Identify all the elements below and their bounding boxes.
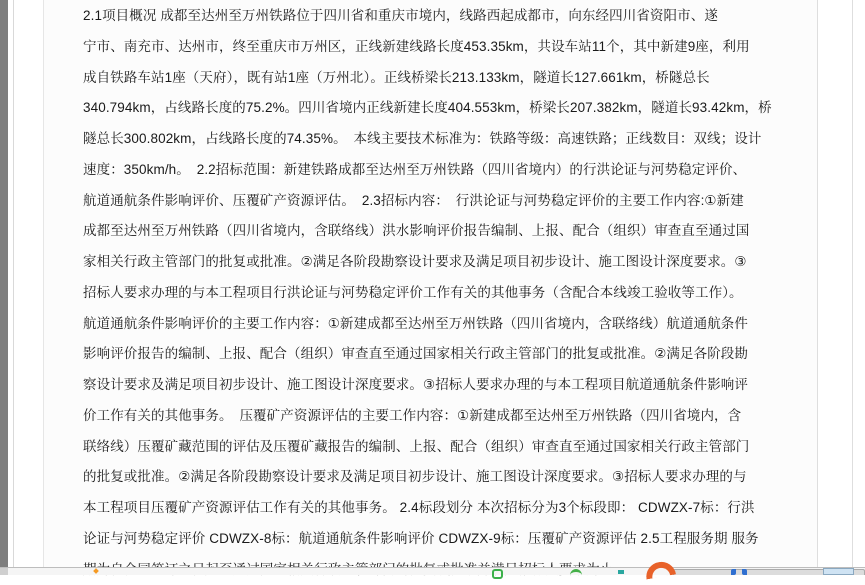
active-taskbar-button[interactable] — [823, 568, 854, 575]
text-line: 隧总长300.802km，占线路长度的74.35%。 本线主要技术标准为：铁路等级：高速铁路；正线数目：双线；设计 — [83, 124, 815, 155]
text-line: 联络线）压覆矿藏范围的评估及压覆矿藏报告的编制、上报、配合（组织）审查直至通过国家相关行政主管部门 — [83, 432, 815, 463]
document-paragraph — [83, 1, 815, 585]
text-line: 察设计要求及满足项目初步设计、施工图设计深度要求。③招标人要求办理的与本工程项目航道通航条件影响评 — [83, 370, 815, 401]
document-page[interactable] — [43, 0, 817, 567]
text-line: 论证与河势稳定评价 CDWZX-8标：航道通航条件影响评价 CDWZX-9标：压覆矿产资源评估 2.5工程服务期 服务 — [83, 524, 815, 555]
text-line: 2.1项目概况 成都至达州至万州铁路位于四川省和重庆市境内，线路西起成都市，向东经四川省资阳市、遂 — [83, 1, 815, 32]
text-line: 航道通航条件影响评价、压覆矿产资源评估。 2.3招标内容： 行洪论证与河势稳定评价的主要工作内容:①新建 — [83, 186, 815, 217]
blue-glyph-icon[interactable] — [731, 569, 736, 575]
right-side-panel — [818, 0, 852, 567]
text-line: 招标人要求办理的与本工程项目行洪论证与河势稳定评价工作有关的其他事务（含配合本线竣工验收等工作）。 — [83, 278, 815, 309]
text-line: 价工作有关的其他事务。 压覆矿产资源评估的主要工作内容：①新建成都至达州至万州铁路（四川省境内，含 — [83, 401, 815, 432]
text-line: 宁市、南充市、达州市，终至重庆市万州区，正线新建线路长度453.35km，共设车站11个，其中新建9座，利用 — [83, 32, 815, 63]
taskbar-left-cap — [0, 568, 8, 575]
text-line: 家相关行政主管部门的批复或批准。②满足各阶段勘察设计要求及满足项目初步设计、施工图设计深度要求。③ — [83, 247, 815, 278]
text-line: 340.794km，占线路长度的75.2%。四川省境内正线新建长度404.553km，桥梁长207.382km，隧道长93.42km，桥 — [83, 93, 815, 124]
green-square-icon[interactable] — [492, 569, 503, 579]
text-line: 的批复或批准。②满足各阶段勘察设计要求及满足项目初步设计、施工图设计深度要求。③招标人要求办理的与 — [83, 462, 815, 493]
desktop-edge-strip — [0, 0, 8, 575]
right-edge-strip — [853, 0, 865, 567]
text-line: 速度：350km/h。 2.2招标范围：新建铁路成都至达州至万州铁路（四川省境内）的行洪论证与河势稳定评价、 — [83, 155, 815, 186]
text-line: 影响评价报告的编制、上报、配合（组织）审查直至通过国家相关行政主管部门的批复或批准。②满足各阶段勘 — [83, 339, 815, 370]
left-panel-divider — [13, 0, 14, 567]
blue-glyph-icon[interactable] — [742, 569, 747, 575]
green-leaf-icon[interactable] — [570, 569, 582, 582]
teal-plus-icon[interactable] — [618, 570, 624, 572]
text-line: 成自铁路车站1座（天府），既有站1座（万州北）。正线桥梁长213.133km，隧道长127.661km，桥隧总长 — [83, 63, 815, 94]
text-line: 成都至达州至万州铁路（四川省境内，含联络线）洪水影响评价报告编制、上报、配合（组织）审查直至通过国 — [83, 216, 815, 247]
text-line: 航道通航条件影响评价的主要工作内容：①新建成都至达州至万州铁路（四川省境内，含联络线）航道通航条件 — [83, 309, 815, 340]
text-line: 本工程项目压覆矿产资源评估工作有关的其他事务。 2.4标段划分 本次招标分为3个标段即： CDWZX-7标：行洪 — [83, 493, 815, 524]
